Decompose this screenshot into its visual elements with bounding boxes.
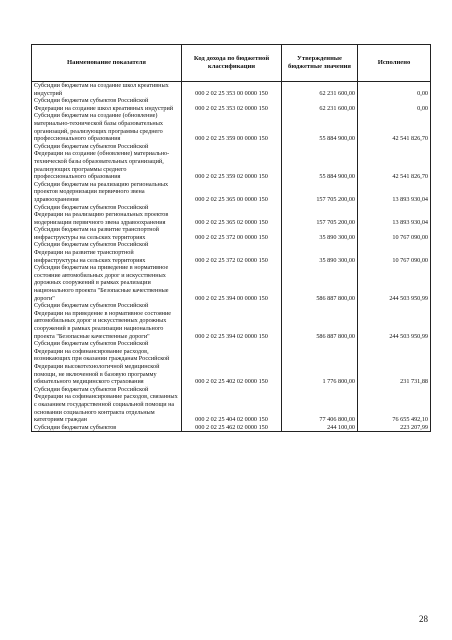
header-approved: Утвержденные бюджетные значения [282,45,358,82]
row-name: Субсидии бюджетам на развитие транспортной инфраструктуры на сельских территориях [32,226,182,241]
row-executed: 244 503 950,99 [358,264,431,302]
table-row [32,143,431,181]
row-name: Субсидии бюджетам субъектов Российской Федерации на софинансирование расходов, возникающих при оказании гражданам Российской Федерации высокотехнологичной медицинской помощи, не включенной в базовую программу обязательного медицинского страхования [32,340,182,386]
row-code: 000 2 02 25 372 02 0000 150 [182,241,282,264]
row-name: Субсидии бюджетам субъектов Российской Федерации на создание (обновление) материально-технической базы образовательных организаций, реализующих программы среднего профессионального образования [32,143,182,181]
row-name: Субсидии бюджетам на создание (обновление) материально-технической базы образовательных организаций, реализующих программы среднего профессионального образования [32,112,182,142]
row-executed: 231 731,88 [358,340,431,386]
row-name: Субсидии бюджетам на создание школ креативных индустрий [32,82,182,98]
table-row [32,424,431,432]
row-code: 000 2 02 25 462 02 0000 150 [182,424,282,432]
table-row [32,264,431,302]
row-executed: 42 541 826,70 [358,143,431,181]
row-executed: 42 541 826,70 [358,112,431,142]
row-code: 000 2 02 25 359 00 0000 150 [182,112,282,142]
row-executed: 76 655 492,10 [358,386,431,424]
table-row [32,226,431,241]
row-executed: 223 207,99 [358,424,431,432]
row-name: Субсидии бюджетам на приведение в нормативное состояние автомобильных дорог и искусственных дорожных сооружений в рамках реализации национального проекта "Безопасные качественные дороги" [32,264,182,302]
row-approved: 62 231 600,00 [282,82,358,98]
budget-income-table [31,44,431,432]
row-name: Субсидии бюджетам субъектов Российской Федерации на софинансирование расходов, связанных с оказанием государственной социальной помощи на основании социального контракта отдельным категориям граждан [32,386,182,424]
header-executed: Исполнено [358,45,431,82]
table-row [32,204,431,227]
row-code: 000 2 02 25 404 02 0000 150 [182,386,282,424]
row-code: 000 2 02 25 359 02 0000 150 [182,143,282,181]
page-number: 28 [419,614,428,624]
row-name: Субсидии бюджетам субъектов Российской Федерации на создание школ креативных индустрий [32,97,182,112]
table-row [32,97,431,112]
row-executed: 10 767 090,00 [358,226,431,241]
row-executed: 244 503 950,99 [358,302,431,340]
header-code: Код дохода по бюджетной классификации [182,45,282,82]
row-code: 000 2 02 25 394 00 0000 150 [182,264,282,302]
row-executed: 13 893 930,04 [358,181,431,204]
row-approved: 35 890 300,00 [282,241,358,264]
row-approved: 586 887 800,00 [282,302,358,340]
row-approved: 1 776 800,00 [282,340,358,386]
row-executed: 10 767 090,00 [358,241,431,264]
row-code: 000 2 02 25 365 02 0000 150 [182,204,282,227]
row-code: 000 2 02 25 372 00 0000 150 [182,226,282,241]
row-approved: 157 705 200,00 [282,204,358,227]
row-approved: 35 890 300,00 [282,226,358,241]
row-executed: 0,00 [358,82,431,98]
row-code: 000 2 02 25 353 00 0000 150 [182,82,282,98]
row-code: 000 2 02 25 353 02 0000 150 [182,97,282,112]
row-approved: 55 884 900,00 [282,112,358,142]
row-approved: 586 887 800,00 [282,264,358,302]
row-executed: 0,00 [358,97,431,112]
table-row [32,340,431,386]
row-name: Субсидии бюджетам субъектов Российской Федерации на приведение в нормативное состояние автомобильных дорог и искусственных дорожных сооружений в рамках реализации национального проекта "Безопасные качественные дороги" [32,302,182,340]
row-approved: 55 884 900,00 [282,143,358,181]
row-code: 000 2 02 25 402 02 0000 150 [182,340,282,386]
row-name: Субсидии бюджетам субъектов Российской Федерации на развитие транспортной инфраструктуры на сельских территориях [32,241,182,264]
table-row [32,386,431,424]
table-row [32,241,431,264]
table-row [32,302,431,340]
row-code: 000 2 02 25 365 00 0000 150 [182,181,282,204]
header-name: Наименование показателя [32,45,182,82]
table-header-row [32,45,431,82]
row-approved: 244 100,00 [282,424,358,432]
row-code: 000 2 02 25 394 02 0000 150 [182,302,282,340]
row-approved: 77 406 800,00 [282,386,358,424]
row-approved: 62 231 600,00 [282,97,358,112]
table-row [32,181,431,204]
row-approved: 157 705 200,00 [282,181,358,204]
row-name: Субсидии бюджетам субъектов Российской Федерации на реализацию региональных проектов модернизации первичного звена здравоохранения [32,204,182,227]
table-row [32,82,431,98]
row-executed: 13 893 930,04 [358,204,431,227]
row-name: Субсидии бюджетам субъектов [32,424,182,432]
table-body [32,82,431,432]
row-name: Субсидии бюджетам на реализацию региональных проектов модернизации первичного звена здравоохранения [32,181,182,204]
table-row [32,112,431,142]
